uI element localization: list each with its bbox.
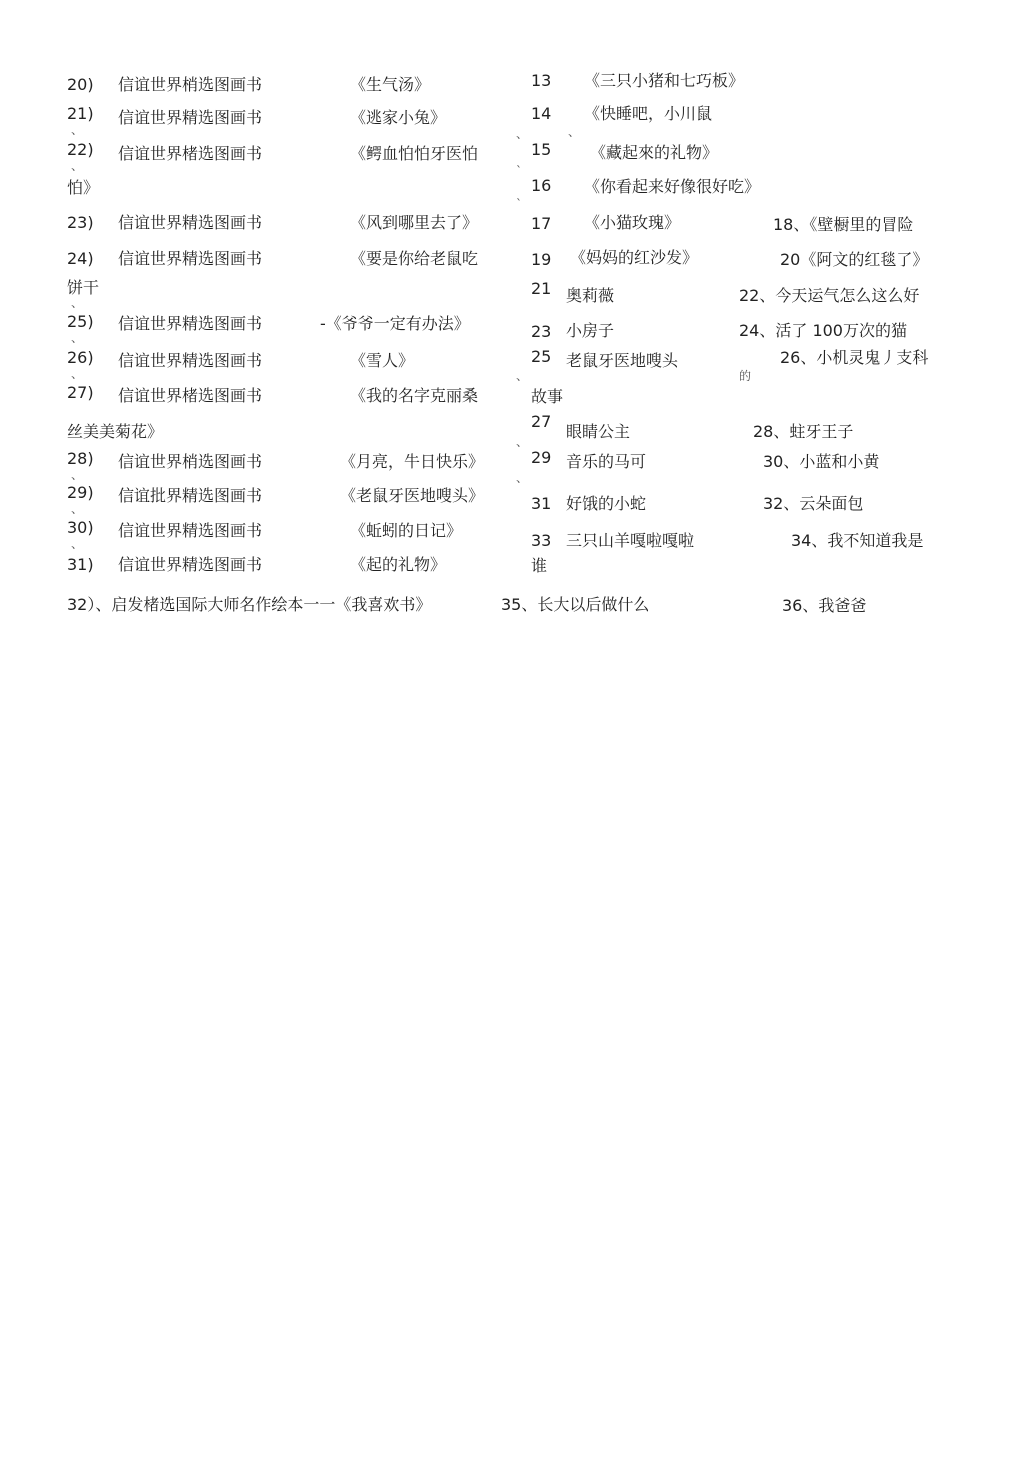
comma-mark: 、	[516, 369, 529, 383]
bottom-right-text: 36、我爸爸	[782, 596, 867, 615]
item-title-wrap: 丝美美菊花》	[67, 422, 164, 441]
comma-mark: 、	[71, 468, 84, 482]
item-title: -《爷爷一定有办法》	[320, 314, 470, 333]
item-title: 《鳄血怕怕牙医怕	[350, 144, 479, 163]
item-number: 33	[531, 531, 552, 550]
item-number: 19	[531, 250, 552, 269]
item-number: 23)	[67, 213, 94, 232]
item-title: 小房子	[566, 321, 615, 340]
item-extra: 24、活了 100万次的猫	[739, 321, 907, 340]
comma-mark: 、	[71, 296, 84, 310]
item-title: 老鼠牙医地嗖头	[566, 351, 679, 370]
item-extra: 32、云朵面包	[763, 494, 864, 513]
item-title: 《三只小猪和七巧板》	[584, 71, 745, 90]
item-series: 信谊世界梢选图画书	[118, 452, 263, 471]
item-title: 《蚯蚓的日记》	[350, 521, 463, 540]
comma-mark: 、	[71, 331, 84, 345]
item-title: 《老鼠牙医地嗖头》	[340, 486, 485, 505]
comma-mark: 、	[71, 502, 84, 516]
comma-mark: 、	[71, 367, 84, 381]
item-title: 奥莉薇	[566, 286, 615, 305]
item-series: 信谊世界精选图画书	[118, 314, 263, 333]
item-number: 26)	[67, 348, 94, 367]
item-number: 21)	[67, 104, 94, 123]
item-extra: 18、《壁橱里的冒险	[773, 215, 914, 234]
item-series: 信谊批界精选图画书	[118, 486, 263, 505]
item-number: 24)	[67, 249, 94, 268]
item-title: 《我的名字克丽桑	[350, 386, 479, 405]
item-series: 信谊世界精选图画书	[118, 249, 263, 268]
item-number: 30)	[67, 518, 94, 537]
item-title-wrap: 谁	[531, 556, 548, 575]
item-number: 23	[531, 322, 552, 341]
item-series: 信谊世界精选图画书	[118, 213, 263, 232]
item-title-wrap: 故事	[531, 387, 564, 406]
item-title: 《风到哪里去了》	[350, 213, 479, 232]
comma-mark: 、	[516, 471, 529, 485]
comma-mark: 、	[516, 127, 529, 141]
item-title: 《雪人》	[350, 351, 415, 370]
dot-mark: `	[516, 164, 522, 178]
item-series: 信谊世界精选图画书	[118, 521, 263, 540]
item-number: 25)	[67, 312, 94, 331]
item-extra: 28、蛀牙王子	[753, 422, 854, 441]
item-number: 22)	[67, 140, 94, 159]
item-title: 《起的礼物》	[350, 555, 447, 574]
item-series: 信谊世界梢选图画书	[118, 75, 263, 94]
item-title: 《月亮，牛日快乐》	[340, 452, 485, 471]
item-title: 音乐的马可	[566, 452, 647, 471]
comma-mark: 、	[71, 159, 84, 173]
item-extra: 30、小蓝和小黄	[763, 452, 880, 471]
bottom-left-text: 32）、启发楮选国际大师名作绘本一一《我喜欢书》	[67, 595, 432, 614]
item-number: 31)	[67, 555, 94, 574]
item-number: 27	[531, 412, 552, 431]
item-title: 三只山羊嘎啦嘎啦	[566, 531, 695, 550]
item-title: 《妈妈的红沙发》	[570, 248, 699, 267]
item-title: 《生气汤》	[350, 75, 431, 94]
item-title: 眼睛公主	[566, 422, 631, 441]
item-series: 信谊世界精选图画书	[118, 108, 263, 127]
item-number: 31	[531, 494, 552, 513]
item-number: 14	[531, 104, 552, 123]
item-number: 20)	[67, 75, 94, 94]
item-number: 25	[531, 347, 552, 366]
comma-mark: 、	[516, 435, 529, 449]
bottom-mid-text: 35、长大以后做什么	[501, 595, 650, 614]
item-title: 《要是你给老鼠吃	[350, 249, 479, 268]
item-title: 好饿的小蛇	[566, 494, 647, 513]
item-title: 《藏起來的礼物》	[590, 143, 719, 162]
item-extra: 26、小机灵鬼丿支科	[780, 348, 929, 367]
comma-mark: 、	[568, 125, 581, 139]
item-title-wrap: 怕》	[67, 178, 100, 197]
item-series: 信谊世界精选图画书	[118, 351, 263, 370]
item-number: 16	[531, 176, 552, 195]
dot-mark: `	[516, 197, 522, 211]
item-extra: 22、今天运气怎么这么好	[739, 286, 920, 305]
item-title: 《逃家小兔》	[350, 108, 447, 127]
fragment: 的	[739, 369, 752, 383]
item-number: 13	[531, 71, 552, 90]
item-extra: 20《阿文的红毯了》	[780, 250, 929, 269]
item-extra: 34、我不知道我是	[791, 531, 924, 550]
item-series: 信谊世界楮选图画书	[118, 386, 263, 405]
item-number: 15	[531, 140, 552, 159]
item-number: 27)	[67, 383, 94, 402]
item-number: 29	[531, 448, 552, 467]
item-number: 17	[531, 214, 552, 233]
item-title: 《小猫玫瑰》	[584, 213, 681, 232]
item-series: 信谊世界楮选图画书	[118, 144, 263, 163]
item-title: 《你看起来好像很好吃》	[584, 177, 761, 196]
comma-mark: 、	[71, 123, 84, 137]
item-title: 《快睡吧，小川鼠	[584, 104, 713, 123]
item-series: 信谊世界精选图画书	[118, 555, 263, 574]
comma-mark: 、	[71, 537, 84, 551]
item-number: 21	[531, 279, 552, 298]
item-number: 28)	[67, 449, 94, 468]
item-number: 29)	[67, 483, 94, 502]
item-title-wrap: 饼干	[67, 278, 100, 297]
